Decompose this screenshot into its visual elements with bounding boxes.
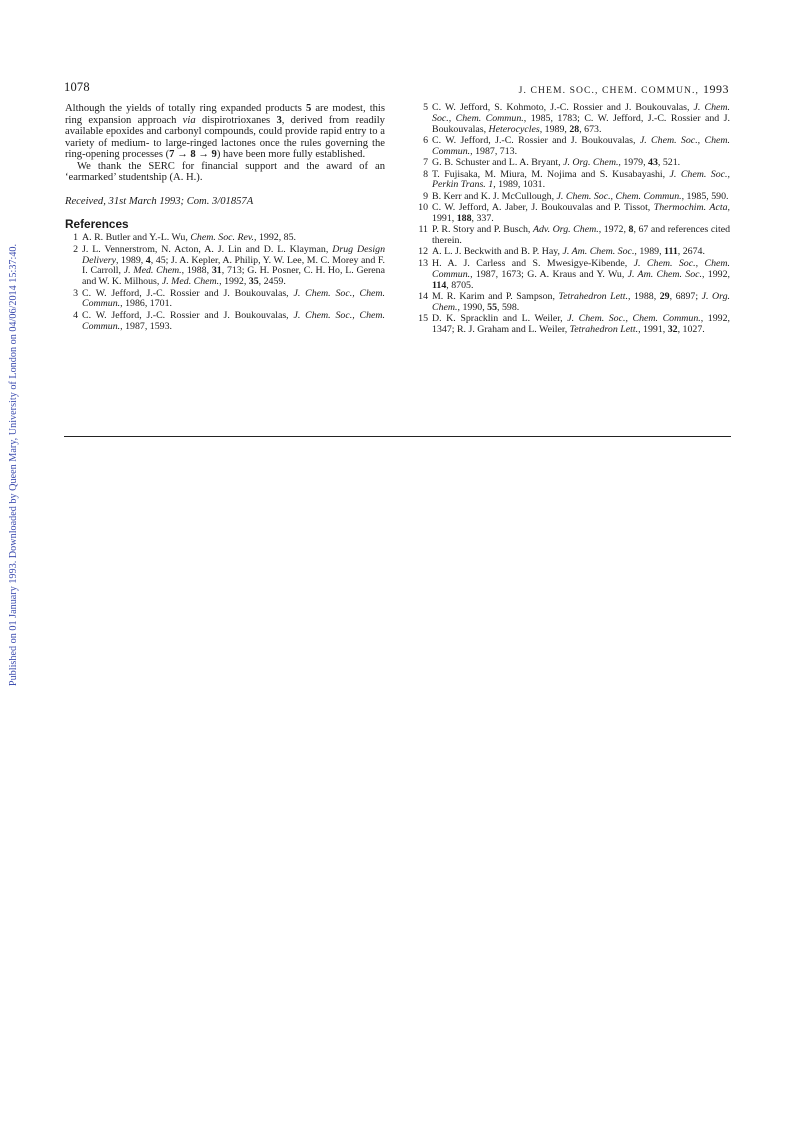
reference-text: , 337.	[471, 212, 494, 224]
reference-item	[414, 203, 730, 225]
compound-number: 8	[190, 149, 196, 161]
journal-title: Adv. Org. Chem.	[532, 224, 599, 236]
reference-text: C. W. Jefford, A. Jaber, J. Boukouvalas and P. Tissot,	[432, 202, 654, 214]
volume-number: 32	[667, 323, 678, 335]
journal-title: J. Chem. Soc., Chem. Commun.	[432, 135, 731, 157]
reference-text: G. B. Schuster and L. A. Bryant,	[432, 157, 564, 169]
arrow: →	[195, 149, 212, 161]
reference-text: T. Fujisaka, M. Miura, M. Nojima and S. Kusabayashi,	[432, 168, 670, 180]
reference-number: 13	[418, 257, 428, 269]
reference-text: , 67 and references cited therein.	[432, 224, 731, 247]
reference-item	[65, 289, 385, 311]
reference-item	[414, 136, 730, 158]
reference-text: A. R. Butler and Y.-L. Wu,	[82, 232, 191, 244]
reference-text: , 1992, 1347; R. J. Graham and L. Weiler,	[432, 313, 730, 335]
reference-text: , 598.	[497, 301, 520, 313]
reference-text: C. W. Jefford, J.-C. Rossier and J. Boukouvalas,	[432, 135, 640, 147]
reference-text: B. Kerr and K. J. McCullough,	[432, 190, 557, 202]
reference-item	[65, 311, 385, 333]
journal-title: J. Chem. Soc., Chem. Commun.	[82, 287, 385, 310]
reference-item	[414, 259, 730, 292]
reference-text: , 1987, 713.	[470, 145, 518, 157]
text: dispirotrioxanes	[195, 114, 277, 126]
journal-title: Chem. Soc. Rev.	[190, 232, 255, 244]
left-column	[65, 103, 385, 333]
reference-text: , 521.	[657, 157, 681, 169]
reference-item	[65, 245, 385, 288]
reference-item	[414, 292, 730, 314]
reference-text: , 1992, 85.	[254, 232, 296, 244]
compound-number: 5	[305, 103, 312, 114]
reference-number: 2	[73, 243, 78, 255]
reference-text: , 1027.	[677, 323, 705, 335]
volume-number: 35	[248, 276, 259, 288]
compound-number: 7	[169, 149, 175, 161]
reference-item	[414, 192, 730, 203]
download-watermark: Published on 01 January 1993. Downloaded by Queen Mary, University of London on 04/06/2014 15:37:40.	[8, 243, 19, 687]
reference-text: , 1987, 1593.	[120, 320, 172, 332]
journal-year: 1993	[703, 82, 729, 96]
reference-text: , 1991,	[432, 202, 730, 224]
volume-number: 4	[145, 254, 151, 266]
reference-text: C. W. Jefford, J.-C. Rossier and J. Boukouvalas,	[82, 287, 294, 299]
reference-text: , 1989,	[116, 254, 146, 266]
reference-text: , 1988,	[181, 265, 212, 277]
reference-list-right	[414, 103, 730, 336]
references-heading: References	[65, 217, 129, 232]
body-paragraph-1	[65, 103, 385, 161]
page-number: 1078	[64, 80, 90, 94]
volume-number: 28	[569, 123, 580, 135]
reference-number: 8	[423, 168, 428, 180]
reference-item	[414, 158, 730, 169]
volume-number: 43	[648, 157, 658, 169]
volume-number: 111	[664, 246, 678, 258]
reference-text: , 2459.	[258, 276, 286, 288]
journal-title: Thermochim. Acta	[653, 202, 728, 214]
volume-number: 55	[487, 301, 498, 313]
reference-text: P. R. Story and P. Busch,	[432, 224, 533, 236]
journal-title: Drug Design Delivery	[82, 243, 386, 266]
text: Although the yields of totally ring expanded products	[65, 103, 306, 114]
reference-number: 7	[423, 157, 428, 169]
reference-text: J. L. Vennerstrom, N. Acton, A. J. Lin and D. L. Klayman,	[82, 243, 333, 255]
reference-number: 11	[418, 224, 428, 236]
volume-number: 8	[628, 224, 634, 236]
reference-text: , 1985, 1783; C. W. Jefford, J.-C. Rossier and J. Boukouvalas,	[432, 112, 730, 135]
reference-number: 6	[423, 135, 428, 147]
reference-text: , 6897;	[669, 290, 702, 302]
compound-number: 3	[276, 114, 282, 126]
reference-text: , 1992,	[219, 276, 249, 288]
journal-title: J. Am. Chem. Soc.	[562, 246, 635, 258]
acknowledgement: We thank the SERC for financial support and the award of an ‘earmarked’ studentship (A. H.).	[65, 160, 385, 184]
text: are modest, this ring expansion approach	[65, 103, 385, 126]
reference-text: , 673.	[579, 123, 602, 135]
reference-item	[414, 247, 730, 258]
reference-number: 9	[423, 190, 428, 202]
journal-title: J. Org. Chem.	[563, 157, 619, 169]
reference-text: , 1988,	[627, 290, 660, 302]
reference-text: , 1985, 590.	[681, 190, 729, 202]
reference-number: 14	[418, 290, 428, 302]
journal-title: J. Med. Chem.	[161, 276, 220, 288]
journal-title: J. Chem. Soc., Chem. Commun.	[432, 102, 730, 124]
reference-number: 12	[418, 246, 428, 258]
volume-number: 31	[211, 265, 222, 277]
reference-text: M. R. Karim and P. Sampson,	[432, 290, 559, 302]
arrow: →	[174, 149, 191, 161]
received-date: Received, 31st March 1993; Com. 3/01857A	[65, 195, 254, 207]
reference-text: , 1989,	[634, 246, 665, 258]
text: , derived from readily available epoxides and carbonyl compounds, could provide rapid entry to a variety of medium- to large-ringed lactones once the rules governing the ring-opening processes (	[65, 114, 385, 161]
reference-text: H. A. J. Carless and S. Mwesigye-Kibende,	[432, 257, 634, 269]
reference-text: , 1990,	[457, 301, 488, 313]
reference-text: , 8705.	[446, 279, 474, 291]
journal-title: J. Chem. Soc., Perkin Trans. 1	[432, 168, 730, 191]
reference-text: A. L. J. Beckwith and B. P. Hay,	[432, 246, 563, 258]
reference-number: 3	[73, 287, 78, 299]
reference-item	[65, 233, 385, 244]
reference-text: C. W. Jefford, J.-C. Rossier and J. Boukouvalas,	[82, 309, 294, 321]
reference-text: C. W. Jefford, S. Kohmoto, J.-C. Rossier and J. Boukouvalas,	[432, 102, 694, 113]
reference-text: , 1972,	[598, 224, 629, 236]
reference-text: , 2674.	[677, 246, 705, 258]
text: ) have been more fully established.	[216, 149, 366, 161]
volume-number: 29	[659, 290, 670, 302]
reference-item	[414, 314, 730, 336]
reference-number: 10	[418, 202, 428, 214]
journal-title: J. Org. Chem.	[432, 290, 731, 313]
reference-text: , 1991,	[638, 323, 668, 335]
journal-title: J. Med. Chem.	[123, 265, 182, 277]
journal-name: J. CHEM. SOC., CHEM. COMMUN.,	[518, 85, 699, 96]
journal-title: J. Chem. Soc., Chem. Commun.	[567, 313, 701, 325]
emphasis: via	[182, 114, 196, 126]
journal-title: J. Chem. Soc., Chem. Commun.	[82, 309, 385, 332]
reference-text: , 45; J. A. Kepler, A. Philip, Y. W. Lee, M. C. Morey and F. I. Carroll,	[82, 254, 385, 277]
journal-title: Heterocycles	[488, 123, 540, 135]
reference-text: , 1992,	[702, 268, 731, 280]
journal-title: Tetrahedron Lett.	[569, 323, 639, 335]
reference-text: , 1987, 1673; G. A. Kraus and Y. Wu,	[470, 268, 628, 280]
running-head	[519, 82, 729, 97]
reference-list-left	[65, 233, 385, 332]
compound-number: 9	[211, 149, 217, 161]
journal-title: J. Chem. Soc., Chem. Commun.	[556, 190, 682, 202]
reference-item	[414, 103, 730, 136]
reference-text: D. K. Spracklin and L. Weiler,	[432, 313, 568, 325]
right-column	[414, 103, 730, 336]
journal-title: J. Am. Chem. Soc.	[627, 268, 703, 280]
reference-item	[414, 225, 730, 247]
journal-title: J. Chem. Soc., Chem. Commun.	[432, 257, 731, 280]
reference-text: , 713; G. H. Posner, C. H. Ho, L. Gerena and W. K. Milhous,	[82, 265, 385, 288]
reference-number: 1	[73, 232, 78, 244]
reference-number: 5	[423, 102, 428, 113]
reference-text: , 1986, 1701.	[120, 298, 172, 310]
page-divider	[64, 436, 731, 437]
volume-number: 114	[432, 279, 447, 291]
reference-item	[414, 170, 730, 192]
reference-number: 4	[73, 309, 78, 321]
volume-number: 188	[456, 212, 472, 224]
reference-text: , 1989,	[539, 123, 570, 135]
reference-number: 15	[418, 313, 428, 325]
reference-text: , 1979,	[618, 157, 649, 169]
reference-text: , 1989, 1031.	[493, 179, 546, 191]
journal-title: Tetrahedron Lett.	[558, 290, 628, 302]
